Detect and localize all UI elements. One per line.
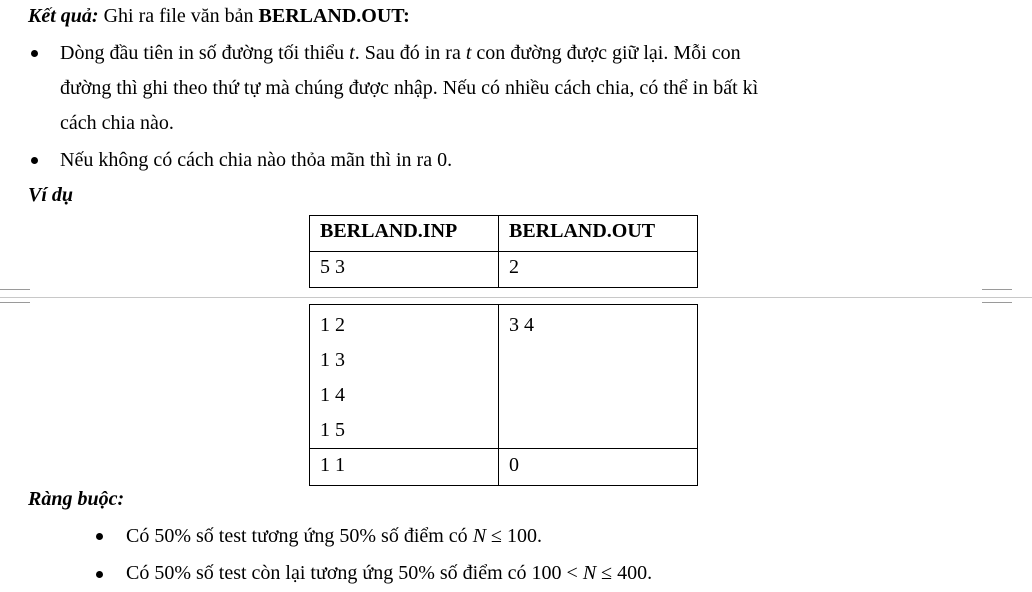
constraints-heading: Ràng buộc: bbox=[28, 488, 125, 510]
var-t: t bbox=[349, 42, 355, 64]
table-row bbox=[310, 305, 698, 449]
output-label: Kết quả: bbox=[28, 5, 99, 27]
bullet-1-text-c: con đường được giữ lại. Mỗi con bbox=[471, 42, 741, 64]
output-spec-line bbox=[28, 5, 410, 28]
bullet-2-line: Nếu không có cách chia nào thỏa mãn thì in ra 0. bbox=[60, 149, 453, 171]
bullet-marker bbox=[31, 50, 38, 57]
cell-inp: 1 1 bbox=[310, 449, 499, 486]
table-row bbox=[310, 252, 698, 288]
constraint-2 bbox=[126, 562, 652, 585]
cell-inp: 5 3 bbox=[310, 252, 499, 288]
table-header-row bbox=[310, 216, 698, 252]
bullet-1-line-1 bbox=[60, 42, 741, 65]
left-margin-marker bbox=[0, 289, 30, 303]
example-heading: Ví dụ bbox=[28, 184, 74, 206]
bullet-1-text-a: Dòng đầu tiên in số đường tối thiểu bbox=[60, 42, 350, 64]
output-text: Ghi ra file văn bản bbox=[98, 5, 259, 27]
cell-inp-multiline bbox=[310, 305, 499, 449]
output-filename: BERLAND.OUT: bbox=[258, 5, 410, 27]
inp-line: 1 3 bbox=[320, 349, 345, 371]
var-t: t bbox=[465, 42, 472, 64]
constraint-2-text: Có 50% số test còn lại tương ứng 50% số điểm có 100 < bbox=[126, 562, 583, 584]
constraint-1-text: Có 50% số test tương ứng 50% số điểm có bbox=[126, 525, 473, 547]
cell-out: 3 4 bbox=[499, 305, 698, 449]
example-table-part-2 bbox=[309, 304, 698, 486]
bullet-marker bbox=[96, 571, 103, 578]
bullet-1-text-b: . Sau đó in ra bbox=[354, 42, 466, 64]
example-table-part-1 bbox=[309, 215, 698, 288]
header-out: BERLAND.OUT bbox=[499, 216, 698, 252]
constraint-1 bbox=[126, 525, 542, 548]
var-n: N bbox=[582, 562, 597, 584]
constraint-1-bound: 100. bbox=[507, 525, 543, 547]
constraint-2-bound: 400. bbox=[617, 562, 653, 584]
table-row bbox=[310, 449, 698, 486]
inp-line: 1 4 bbox=[320, 384, 345, 406]
right-margin-marker bbox=[982, 289, 1012, 303]
var-n: N bbox=[472, 525, 487, 547]
bullet-marker bbox=[31, 157, 38, 164]
inp-line: 1 2 bbox=[320, 314, 345, 336]
bullet-1-line-2: đường thì ghi theo thứ tự mà chúng được nhập. Nếu có nhiều cách chia, có thể in bất kì bbox=[60, 77, 759, 99]
op-le: ≤ bbox=[486, 525, 508, 547]
inp-line: 1 5 bbox=[320, 419, 345, 441]
cell-out: 2 bbox=[499, 252, 698, 288]
bullet-1-line-3: cách chia nào. bbox=[60, 112, 174, 134]
bullet-marker bbox=[96, 533, 103, 540]
op-le: ≤ bbox=[596, 562, 618, 584]
cell-out: 0 bbox=[499, 449, 698, 486]
page-break-line bbox=[0, 297, 1032, 298]
header-inp: BERLAND.INP bbox=[310, 216, 499, 252]
